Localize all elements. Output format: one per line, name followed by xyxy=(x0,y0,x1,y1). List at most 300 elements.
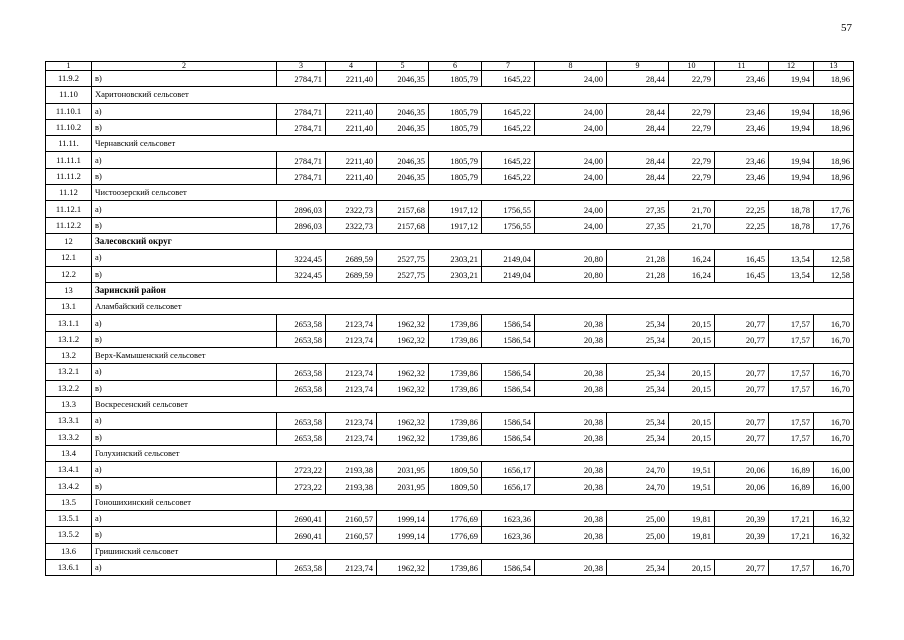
value-cell: 20,39 xyxy=(715,527,769,543)
value-cell: 1962,32 xyxy=(377,559,429,575)
group-row xyxy=(46,299,854,315)
value-cell: 25,34 xyxy=(607,429,669,445)
value-cell: 19,94 xyxy=(769,168,814,184)
value-cell: 13,54 xyxy=(769,250,814,266)
row-code: 11.12 xyxy=(46,185,92,201)
value-cell: 2123,74 xyxy=(326,559,377,575)
row-label: а) xyxy=(92,250,277,266)
table-row xyxy=(46,217,854,233)
value-cell: 1645,22 xyxy=(482,152,535,168)
value-cell: 27,35 xyxy=(607,217,669,233)
value-cell: 2046,35 xyxy=(377,168,429,184)
value-cell: 2149,04 xyxy=(482,250,535,266)
table-row xyxy=(46,511,854,527)
value-cell: 20,38 xyxy=(535,462,607,478)
value-cell: 1739,86 xyxy=(429,331,482,347)
row-label: в) xyxy=(92,168,277,184)
row-code: 11.11. xyxy=(46,136,92,152)
value-cell: 24,00 xyxy=(535,152,607,168)
value-cell: 2123,74 xyxy=(326,331,377,347)
settlement-name: Верх-Камышенский сельсовет xyxy=(92,348,854,364)
value-cell: 16,89 xyxy=(769,462,814,478)
value-cell: 20,38 xyxy=(535,364,607,380)
value-cell: 1586,54 xyxy=(482,364,535,380)
value-cell: 23,46 xyxy=(715,168,769,184)
value-cell: 20,77 xyxy=(715,413,769,429)
value-cell: 2157,68 xyxy=(377,217,429,233)
value-cell: 20,77 xyxy=(715,331,769,347)
value-cell: 1623,36 xyxy=(482,511,535,527)
group-row xyxy=(46,396,854,412)
value-cell: 1756,55 xyxy=(482,201,535,217)
value-cell: 28,44 xyxy=(607,119,669,135)
table-row xyxy=(46,315,854,331)
value-cell: 18,96 xyxy=(814,103,854,119)
value-cell: 2046,35 xyxy=(377,71,429,87)
value-cell: 19,94 xyxy=(769,71,814,87)
value-cell: 2123,74 xyxy=(326,413,377,429)
value-cell: 1586,54 xyxy=(482,380,535,396)
value-cell: 22,25 xyxy=(715,217,769,233)
group-row xyxy=(46,348,854,364)
value-cell: 2784,71 xyxy=(277,119,326,135)
row-code: 11.10.2 xyxy=(46,119,92,135)
value-cell: 24,00 xyxy=(535,217,607,233)
value-cell: 22,79 xyxy=(669,168,715,184)
row-code: 13.3.1 xyxy=(46,413,92,429)
settlement-name: Гришинский сельсовет xyxy=(92,543,854,559)
value-cell: 28,44 xyxy=(607,168,669,184)
value-cell: 2653,58 xyxy=(277,315,326,331)
value-cell: 1962,32 xyxy=(377,364,429,380)
settlement-name: Чистоозерский сельсовет xyxy=(92,185,854,201)
row-code: 13.6.1 xyxy=(46,559,92,575)
value-cell: 2896,03 xyxy=(277,201,326,217)
table-row xyxy=(46,364,854,380)
value-cell: 2157,68 xyxy=(377,201,429,217)
group-row xyxy=(46,87,854,103)
table-row xyxy=(46,527,854,543)
value-cell: 2149,04 xyxy=(482,266,535,282)
value-cell: 1645,22 xyxy=(482,119,535,135)
header-cell: 10 xyxy=(669,62,715,71)
row-label: а) xyxy=(92,315,277,331)
value-cell: 2690,41 xyxy=(277,511,326,527)
value-cell: 25,34 xyxy=(607,380,669,396)
value-cell: 16,70 xyxy=(814,331,854,347)
value-cell: 2689,59 xyxy=(326,266,377,282)
header-cell: 12 xyxy=(769,62,814,71)
value-cell: 20,06 xyxy=(715,462,769,478)
value-cell: 1623,36 xyxy=(482,527,535,543)
value-cell: 25,00 xyxy=(607,511,669,527)
table-row xyxy=(46,266,854,282)
value-cell: 20,38 xyxy=(535,559,607,575)
value-cell: 20,80 xyxy=(535,250,607,266)
value-cell: 2123,74 xyxy=(326,380,377,396)
value-cell: 16,45 xyxy=(715,250,769,266)
row-label: в) xyxy=(92,71,277,87)
value-cell: 21,28 xyxy=(607,266,669,282)
value-cell: 20,39 xyxy=(715,511,769,527)
value-cell: 2653,58 xyxy=(277,380,326,396)
value-cell: 16,32 xyxy=(814,527,854,543)
value-cell: 24,00 xyxy=(535,119,607,135)
row-code: 13.3.2 xyxy=(46,429,92,445)
value-cell: 18,96 xyxy=(814,119,854,135)
row-code: 13.1.1 xyxy=(46,315,92,331)
table-row xyxy=(46,462,854,478)
value-cell: 2123,74 xyxy=(326,315,377,331)
value-cell: 20,38 xyxy=(535,478,607,494)
row-label: а) xyxy=(92,103,277,119)
value-cell: 2046,35 xyxy=(377,103,429,119)
value-cell: 24,00 xyxy=(535,168,607,184)
value-cell: 20,15 xyxy=(669,364,715,380)
value-cell: 2211,40 xyxy=(326,119,377,135)
value-cell: 1586,54 xyxy=(482,331,535,347)
value-cell: 3224,45 xyxy=(277,250,326,266)
district-name: Заринский район xyxy=(92,282,854,298)
value-cell: 20,38 xyxy=(535,331,607,347)
value-cell: 20,38 xyxy=(535,527,607,543)
value-cell: 16,32 xyxy=(814,511,854,527)
value-cell: 1962,32 xyxy=(377,413,429,429)
value-cell: 17,57 xyxy=(769,429,814,445)
row-code: 13.4 xyxy=(46,445,92,461)
value-cell: 2322,73 xyxy=(326,217,377,233)
value-cell: 22,25 xyxy=(715,201,769,217)
value-cell: 20,15 xyxy=(669,315,715,331)
value-cell: 2211,40 xyxy=(326,152,377,168)
value-cell: 20,38 xyxy=(535,511,607,527)
row-code: 13.5 xyxy=(46,494,92,510)
row-code: 13.6 xyxy=(46,543,92,559)
value-cell: 1962,32 xyxy=(377,380,429,396)
value-cell: 2211,40 xyxy=(326,103,377,119)
value-cell: 19,94 xyxy=(769,152,814,168)
page-number: 57 xyxy=(841,22,852,34)
value-cell: 1739,86 xyxy=(429,315,482,331)
value-cell: 16,00 xyxy=(814,478,854,494)
value-cell: 1917,12 xyxy=(429,201,482,217)
settlement-name: Воскресенский сельсовет xyxy=(92,396,854,412)
row-label: а) xyxy=(92,152,277,168)
value-cell: 25,34 xyxy=(607,315,669,331)
value-cell: 1999,14 xyxy=(377,511,429,527)
value-cell: 21,70 xyxy=(669,201,715,217)
row-label: в) xyxy=(92,527,277,543)
value-cell: 1805,79 xyxy=(429,71,482,87)
district-row xyxy=(46,233,854,249)
value-cell: 1962,32 xyxy=(377,331,429,347)
row-label: в) xyxy=(92,331,277,347)
value-cell: 17,57 xyxy=(769,364,814,380)
group-row xyxy=(46,543,854,559)
row-label: а) xyxy=(92,364,277,380)
value-cell: 22,79 xyxy=(669,103,715,119)
value-cell: 17,57 xyxy=(769,331,814,347)
value-cell: 2527,75 xyxy=(377,250,429,266)
value-cell: 2303,21 xyxy=(429,266,482,282)
value-cell: 20,77 xyxy=(715,364,769,380)
table-body xyxy=(46,62,854,576)
value-cell: 25,34 xyxy=(607,413,669,429)
value-cell: 1656,17 xyxy=(482,462,535,478)
value-cell: 2303,21 xyxy=(429,250,482,266)
table-row xyxy=(46,152,854,168)
value-cell: 17,21 xyxy=(769,511,814,527)
value-cell: 24,70 xyxy=(607,462,669,478)
row-code: 13 xyxy=(46,282,92,298)
row-code: 11.12.1 xyxy=(46,201,92,217)
value-cell: 1739,86 xyxy=(429,429,482,445)
header-row xyxy=(46,62,854,71)
value-cell: 21,28 xyxy=(607,250,669,266)
value-cell: 25,34 xyxy=(607,331,669,347)
value-cell: 16,24 xyxy=(669,266,715,282)
group-row xyxy=(46,185,854,201)
value-cell: 18,78 xyxy=(769,217,814,233)
value-cell: 1586,54 xyxy=(482,413,535,429)
row-label: в) xyxy=(92,217,277,233)
value-cell: 20,77 xyxy=(715,559,769,575)
value-cell: 16,45 xyxy=(715,266,769,282)
table-row xyxy=(46,119,854,135)
settlement-name: Голухинский сельсовет xyxy=(92,445,854,461)
row-code: 13.2 xyxy=(46,348,92,364)
header-cell: 13 xyxy=(814,62,854,71)
table-row xyxy=(46,380,854,396)
value-cell: 24,00 xyxy=(535,201,607,217)
row-code: 13.1 xyxy=(46,299,92,315)
header-cell: 8 xyxy=(535,62,607,71)
value-cell: 1805,79 xyxy=(429,152,482,168)
row-code: 11.10.1 xyxy=(46,103,92,119)
value-cell: 2653,58 xyxy=(277,364,326,380)
value-cell: 17,21 xyxy=(769,527,814,543)
value-cell: 1739,86 xyxy=(429,559,482,575)
value-cell: 16,70 xyxy=(814,429,854,445)
value-cell: 19,81 xyxy=(669,527,715,543)
value-cell: 3224,45 xyxy=(277,266,326,282)
value-cell: 17,76 xyxy=(814,201,854,217)
value-cell: 1776,69 xyxy=(429,511,482,527)
value-cell: 20,06 xyxy=(715,478,769,494)
value-cell: 20,77 xyxy=(715,429,769,445)
value-cell: 12,58 xyxy=(814,266,854,282)
value-cell: 1805,79 xyxy=(429,103,482,119)
row-code: 13.4.1 xyxy=(46,462,92,478)
group-row xyxy=(46,136,854,152)
value-cell: 1962,32 xyxy=(377,315,429,331)
value-cell: 19,94 xyxy=(769,119,814,135)
value-cell: 1645,22 xyxy=(482,71,535,87)
value-cell: 2193,38 xyxy=(326,462,377,478)
table-row xyxy=(46,168,854,184)
value-cell: 2046,35 xyxy=(377,152,429,168)
row-code: 13.4.2 xyxy=(46,478,92,494)
value-cell: 21,70 xyxy=(669,217,715,233)
value-cell: 2690,41 xyxy=(277,527,326,543)
value-cell: 1776,69 xyxy=(429,527,482,543)
value-cell: 16,70 xyxy=(814,364,854,380)
value-cell: 2653,58 xyxy=(277,413,326,429)
header-cell: 4 xyxy=(326,62,377,71)
value-cell: 2653,58 xyxy=(277,331,326,347)
header-cell: 3 xyxy=(277,62,326,71)
row-label: а) xyxy=(92,413,277,429)
value-cell: 1962,32 xyxy=(377,429,429,445)
value-cell: 18,96 xyxy=(814,71,854,87)
value-cell: 1917,12 xyxy=(429,217,482,233)
value-cell: 20,15 xyxy=(669,380,715,396)
value-cell: 23,46 xyxy=(715,152,769,168)
value-cell: 19,81 xyxy=(669,511,715,527)
row-code: 13.5.2 xyxy=(46,527,92,543)
value-cell: 19,51 xyxy=(669,478,715,494)
row-code: 12.1 xyxy=(46,250,92,266)
value-cell: 28,44 xyxy=(607,71,669,87)
table-row xyxy=(46,559,854,575)
value-cell: 1586,54 xyxy=(482,315,535,331)
value-cell: 28,44 xyxy=(607,103,669,119)
value-cell: 24,00 xyxy=(535,103,607,119)
value-cell: 20,80 xyxy=(535,266,607,282)
row-code: 12.2 xyxy=(46,266,92,282)
table-row xyxy=(46,429,854,445)
value-cell: 17,57 xyxy=(769,315,814,331)
value-cell: 1809,50 xyxy=(429,478,482,494)
row-label: в) xyxy=(92,429,277,445)
value-cell: 1739,86 xyxy=(429,413,482,429)
value-cell: 20,15 xyxy=(669,331,715,347)
tariff-table xyxy=(45,61,854,576)
row-label: а) xyxy=(92,201,277,217)
header-cell: 7 xyxy=(482,62,535,71)
value-cell: 2322,73 xyxy=(326,201,377,217)
district-row xyxy=(46,282,854,298)
settlement-name: Аламбайский сельсовет xyxy=(92,299,854,315)
row-label: в) xyxy=(92,380,277,396)
value-cell: 2123,74 xyxy=(326,429,377,445)
value-cell: 27,35 xyxy=(607,201,669,217)
value-cell: 20,15 xyxy=(669,413,715,429)
value-cell: 1739,86 xyxy=(429,364,482,380)
value-cell: 20,38 xyxy=(535,429,607,445)
value-cell: 17,57 xyxy=(769,380,814,396)
value-cell: 1756,55 xyxy=(482,217,535,233)
row-label: а) xyxy=(92,511,277,527)
value-cell: 23,46 xyxy=(715,71,769,87)
value-cell: 28,44 xyxy=(607,152,669,168)
header-cell: 6 xyxy=(429,62,482,71)
row-code: 11.11.2 xyxy=(46,168,92,184)
value-cell: 17,57 xyxy=(769,559,814,575)
row-code: 13.2.1 xyxy=(46,364,92,380)
value-cell: 20,15 xyxy=(669,429,715,445)
row-code: 13.5.1 xyxy=(46,511,92,527)
value-cell: 24,70 xyxy=(607,478,669,494)
value-cell: 2527,75 xyxy=(377,266,429,282)
value-cell: 16,89 xyxy=(769,478,814,494)
value-cell: 2211,40 xyxy=(326,71,377,87)
header-cell: 1 xyxy=(46,62,92,71)
row-label: в) xyxy=(92,266,277,282)
table-row xyxy=(46,71,854,87)
settlement-name: Гоношихинский сельсовет xyxy=(92,494,854,510)
row-code: 13.1.2 xyxy=(46,331,92,347)
table-row xyxy=(46,478,854,494)
value-cell: 1805,79 xyxy=(429,168,482,184)
value-cell: 20,15 xyxy=(669,559,715,575)
value-cell: 1656,17 xyxy=(482,478,535,494)
value-cell: 18,96 xyxy=(814,168,854,184)
value-cell: 16,70 xyxy=(814,559,854,575)
value-cell: 2784,71 xyxy=(277,71,326,87)
value-cell: 2193,38 xyxy=(326,478,377,494)
header-cell: 11 xyxy=(715,62,769,71)
value-cell: 1999,14 xyxy=(377,527,429,543)
row-code: 11.12.2 xyxy=(46,217,92,233)
value-cell: 23,46 xyxy=(715,103,769,119)
settlement-name: Чернавский сельсовет xyxy=(92,136,854,152)
value-cell: 20,77 xyxy=(715,380,769,396)
value-cell: 16,70 xyxy=(814,413,854,429)
value-cell: 1805,79 xyxy=(429,119,482,135)
value-cell: 19,94 xyxy=(769,103,814,119)
header-cell: 2 xyxy=(92,62,277,71)
row-code: 13.2.2 xyxy=(46,380,92,396)
value-cell: 1739,86 xyxy=(429,380,482,396)
value-cell: 22,79 xyxy=(669,71,715,87)
value-cell: 2031,95 xyxy=(377,462,429,478)
value-cell: 2784,71 xyxy=(277,168,326,184)
value-cell: 1645,22 xyxy=(482,168,535,184)
value-cell: 2031,95 xyxy=(377,478,429,494)
row-label: а) xyxy=(92,559,277,575)
value-cell: 23,46 xyxy=(715,119,769,135)
district-name: Залесовский округ xyxy=(92,233,854,249)
value-cell: 20,38 xyxy=(535,315,607,331)
header-cell: 9 xyxy=(607,62,669,71)
row-code: 11.11.1 xyxy=(46,152,92,168)
value-cell: 1586,54 xyxy=(482,429,535,445)
value-cell: 20,38 xyxy=(535,380,607,396)
row-code: 11.10 xyxy=(46,87,92,103)
value-cell: 2211,40 xyxy=(326,168,377,184)
value-cell: 17,76 xyxy=(814,217,854,233)
value-cell: 22,79 xyxy=(669,152,715,168)
table-row xyxy=(46,103,854,119)
value-cell: 2784,71 xyxy=(277,103,326,119)
row-code: 13.3 xyxy=(46,396,92,412)
row-code: 12 xyxy=(46,233,92,249)
value-cell: 18,96 xyxy=(814,152,854,168)
value-cell: 2784,71 xyxy=(277,152,326,168)
value-cell: 2160,57 xyxy=(326,527,377,543)
row-label: а) xyxy=(92,462,277,478)
value-cell: 2723,22 xyxy=(277,462,326,478)
value-cell: 16,70 xyxy=(814,380,854,396)
value-cell: 20,77 xyxy=(715,315,769,331)
value-cell: 16,24 xyxy=(669,250,715,266)
value-cell: 20,38 xyxy=(535,413,607,429)
value-cell: 1645,22 xyxy=(482,103,535,119)
value-cell: 2160,57 xyxy=(326,511,377,527)
value-cell: 2123,74 xyxy=(326,364,377,380)
value-cell: 2689,59 xyxy=(326,250,377,266)
